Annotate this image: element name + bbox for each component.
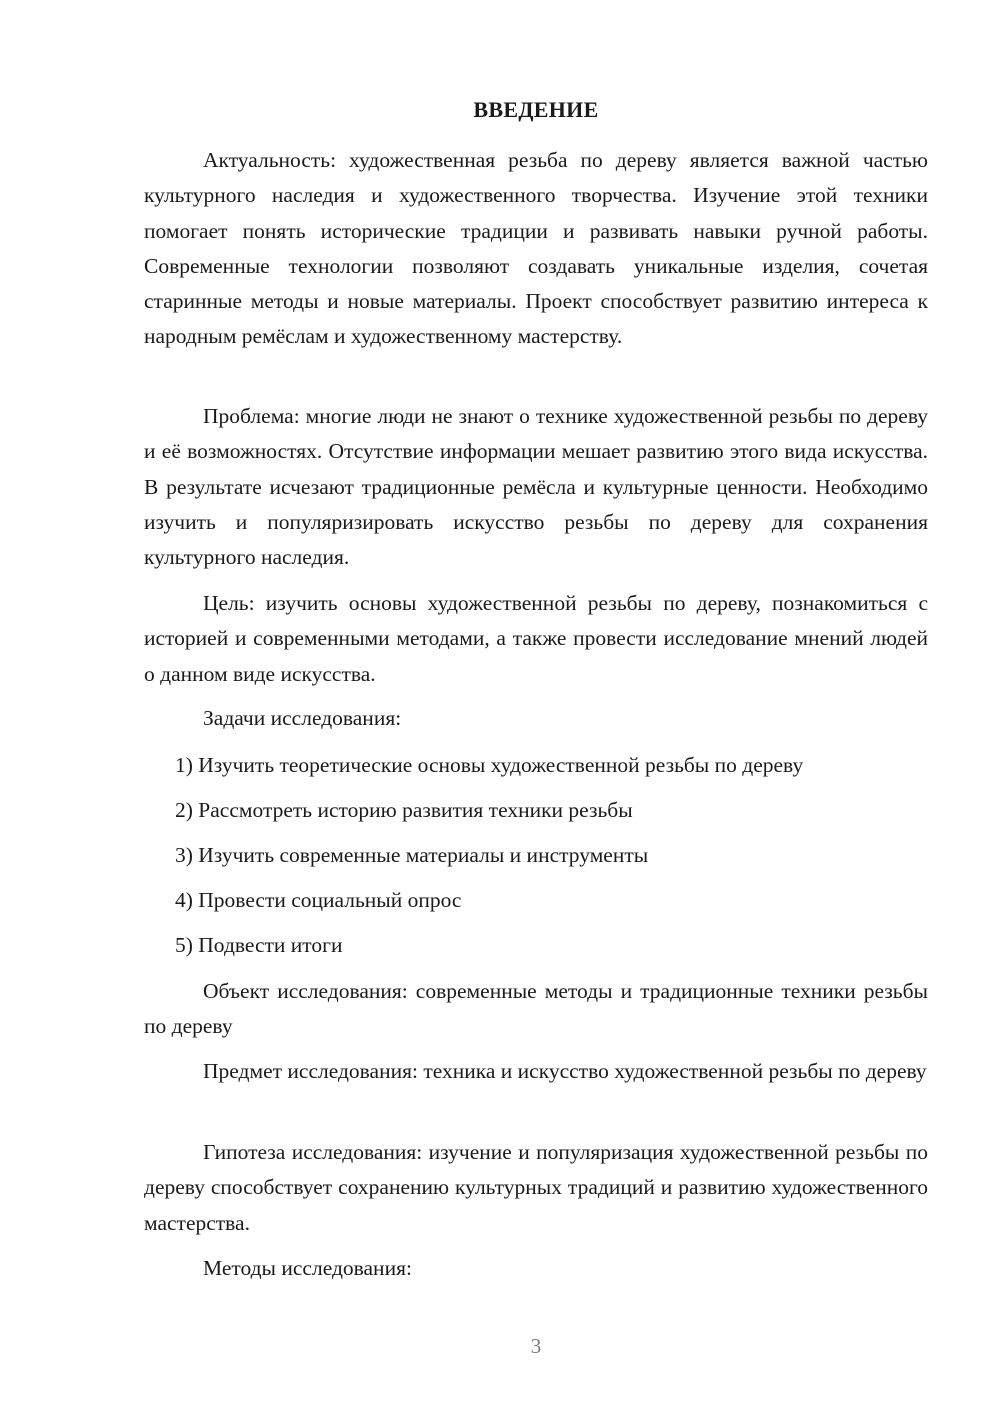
task-item-5: 5) Подвести итоги — [175, 933, 343, 957]
goal-paragraph: Цель: изучить основы художественной резьбы по дереву, познакомиться с историей и современными методами, а также провести исследование мнений людей о данном виде искусства. — [144, 591, 928, 686]
relevance-paragraph: Актуальность: художественная резьба по дереву является важной частью культурного наследия и художественного творчества. Изучение этой техники помогает понять исторические традиции и развивать навыки ручной работы. Современные технологии позволяют создавать уникальные изделия, сочетая старинные методы и новые материалы. Проект способствует развитию интереса к народным ремёслам и художественному мастерству. — [144, 148, 928, 349]
page-number: 3 — [530, 1334, 542, 1358]
task-item-1: 1) Изучить теоретические основы художественной резьбы по дереву — [175, 753, 804, 777]
page-title: ВВЕДЕНИЕ — [473, 97, 599, 122]
task-item-2: 2) Рассмотреть историю развития техники резьбы — [175, 798, 633, 822]
object-paragraph: Объект исследования: современные методы и традиционные техники резьбы по дереву — [144, 979, 928, 1039]
task-item-3: 3) Изучить современные материалы и инструменты — [175, 843, 649, 867]
methods-heading: Методы исследования: — [203, 1256, 412, 1280]
task-item-4: 4) Провести социальный опрос — [175, 888, 462, 912]
document-page — [144, 0, 928, 1414]
hypothesis-paragraph: Гипотеза исследования: изучение и популяризация художественной резьбы по дереву способствует сохранению культурных традиций и развитию художественного мастерства. — [144, 1140, 928, 1235]
subject-paragraph: Предмет исследования: техника и искусство художественной резьбы по дереву — [203, 1059, 927, 1083]
problem-paragraph: Проблема: многие люди не знают о технике художественной резьбы по дереву и её возможностях. Отсутствие информации мешает развитию этого вида искусства. В результате исчезают традиционные ремёсла и культурные ценности. Необходимо изучить и популяризировать искусство резьбы по дереву для сохранения культурного наследия. — [144, 404, 928, 570]
tasks-heading: Задачи исследования: — [203, 706, 402, 730]
